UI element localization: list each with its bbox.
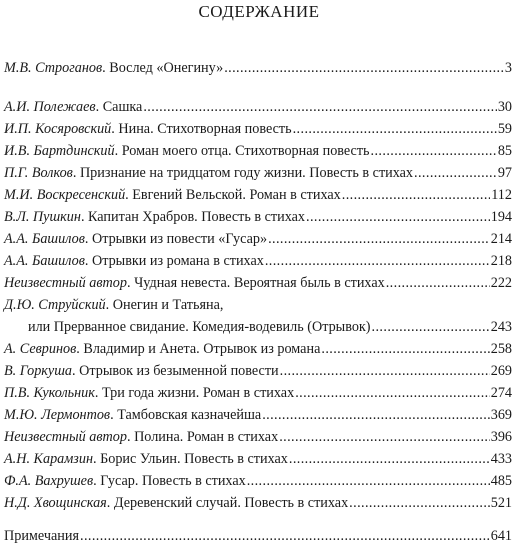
- toc-title: . Отрывки из романа в стихах: [84, 253, 264, 269]
- toc-author: М.И. Воскресенский: [4, 187, 126, 203]
- toc-entry[interactable]: [4, 185, 512, 205]
- dot-leader: [372, 317, 490, 337]
- toc-author: Неизвестный автор: [4, 429, 127, 445]
- toc-entry[interactable]: [4, 405, 512, 425]
- dot-leader: [306, 207, 490, 227]
- toc-author: И.П. Косяровский: [4, 121, 112, 137]
- toc-page: 485: [490, 473, 512, 489]
- toc-author: М.Ю. Лермонтов: [4, 407, 111, 423]
- dot-leader: [321, 339, 489, 359]
- dot-leader: [289, 449, 490, 469]
- toc-author: Ф.А. Вахрушев: [4, 473, 94, 489]
- toc-entry[interactable]: [4, 163, 512, 183]
- toc-title: . Сашка: [95, 99, 143, 115]
- toc-title: или Прерванное свидание. Комедия-водевиль (Отрывок): [28, 319, 371, 335]
- dot-leader: [143, 97, 496, 117]
- toc-entry[interactable]: [4, 207, 512, 227]
- toc-title: . Деревенский случай. Повесть в стихах: [106, 495, 349, 511]
- toc-author: И.В. Бартдинский: [4, 143, 115, 159]
- dot-leader: [268, 229, 490, 249]
- dot-leader: [80, 526, 490, 546]
- toc-page: 369: [490, 407, 512, 423]
- toc-entry[interactable]: [4, 339, 512, 359]
- toc-title: . Отрывки из повести «Гусар»: [84, 231, 268, 247]
- page-title: СОДЕРЖАНИЕ: [198, 2, 320, 21]
- dot-leader: [262, 405, 490, 425]
- toc-title: . Владимир и Анета. Отрывок из романа: [76, 341, 321, 357]
- dot-leader: [342, 185, 490, 205]
- dot-leader: [293, 119, 497, 139]
- toc-page: 521: [490, 495, 512, 511]
- toc-entry[interactable]: [4, 449, 512, 469]
- toc-page: 30: [497, 99, 512, 115]
- dot-leader: [279, 427, 490, 447]
- toc-title: . Нина. Стихотворная повесть: [111, 121, 292, 137]
- dot-leader: [386, 273, 490, 293]
- toc-title: . Признание на тридцатом году жизни. Повесть в стихах: [72, 165, 414, 181]
- toc-entry[interactable]: [4, 427, 512, 447]
- toc-title: . Борис Ульин. Повесть в стихах: [92, 451, 288, 467]
- toc-entry[interactable]: [4, 97, 512, 117]
- toc-page: 258: [490, 341, 512, 357]
- toc-author: В. Горкуша: [4, 363, 73, 379]
- toc-author: А.А. Башилов: [4, 231, 85, 247]
- toc-page: 222: [490, 275, 512, 291]
- toc-title: . Гусар. Повесть в стихах: [93, 473, 246, 489]
- toc-page: 3: [504, 60, 512, 76]
- dot-leader: [295, 383, 490, 403]
- dot-leader: [414, 163, 497, 183]
- toc-author: Д.Ю. Струйский: [4, 297, 106, 313]
- toc-title: Примечания: [4, 528, 79, 544]
- toc-author: А. Севринов: [4, 341, 77, 357]
- toc-author: Неизвестный автор: [4, 275, 127, 291]
- toc-page: 85: [497, 143, 512, 159]
- toc-page: 243: [490, 319, 512, 335]
- toc-entry[interactable]: [4, 295, 223, 315]
- toc-entry[interactable]: [4, 251, 512, 271]
- toc-author: П.В. Кукольник: [4, 385, 95, 401]
- toc-entry-notes[interactable]: [4, 526, 512, 546]
- dot-leader: [224, 58, 504, 78]
- toc-title: . Евгений Вельской. Роман в стихах: [125, 187, 341, 203]
- toc-page: 396: [490, 429, 512, 445]
- toc-title: . Чудная невеста. Вероятная быль в стихах: [126, 275, 385, 291]
- toc-page: 269: [490, 363, 512, 379]
- toc-page: 97: [497, 165, 512, 181]
- toc-entry[interactable]: [4, 383, 512, 403]
- toc-entry[interactable]: [4, 273, 512, 293]
- toc-title: . Тамбовская казначейша: [110, 407, 262, 423]
- toc-page: 641: [490, 528, 512, 544]
- toc-entry[interactable]: [4, 471, 512, 491]
- toc-title: . Вослед «Онегину»: [102, 60, 224, 76]
- dot-leader: [349, 493, 490, 513]
- toc-entry[interactable]: [4, 58, 512, 78]
- toc-title: . Онегин и Татьяна,: [105, 297, 224, 313]
- toc-entry-continuation[interactable]: [28, 317, 512, 337]
- toc-author: А.И. Полежаев: [4, 99, 96, 115]
- toc-entry[interactable]: [4, 119, 512, 139]
- toc-entry[interactable]: [4, 141, 512, 161]
- dot-leader: [247, 471, 490, 491]
- toc-title: . Роман моего отца. Стихотворная повесть: [114, 143, 370, 159]
- toc-page: 194: [490, 209, 512, 225]
- toc-author: А.А. Башилов: [4, 253, 85, 269]
- toc-title: . Полина. Роман в стихах: [126, 429, 279, 445]
- dot-leader: [280, 361, 490, 381]
- toc-author: М.В. Строганов: [4, 60, 103, 76]
- toc-page: 274: [490, 385, 512, 401]
- dot-leader: [265, 251, 490, 271]
- toc-author: А.Н. Карамзин: [4, 451, 93, 467]
- toc-page: 59: [497, 121, 512, 137]
- toc-author: В.Л. Пушкин: [4, 209, 81, 225]
- toc-entry[interactable]: [4, 361, 512, 381]
- toc-entry[interactable]: [4, 229, 512, 249]
- toc-page: 433: [490, 451, 512, 467]
- dot-leader: [371, 141, 497, 161]
- toc-title: . Три года жизни. Роман в стихах: [94, 385, 295, 401]
- toc-entry[interactable]: [4, 493, 512, 513]
- toc-title: . Капитан Храбров. Повесть в стихах: [80, 209, 306, 225]
- toc-title: . Отрывок из безыменной повести: [72, 363, 279, 379]
- toc-author: П.Г. Волков: [4, 165, 73, 181]
- toc-author: Н.Д. Хвощинская: [4, 495, 107, 511]
- toc-page: 112: [491, 187, 512, 203]
- toc-page: 218: [490, 253, 512, 269]
- toc-page: 214: [490, 231, 512, 247]
